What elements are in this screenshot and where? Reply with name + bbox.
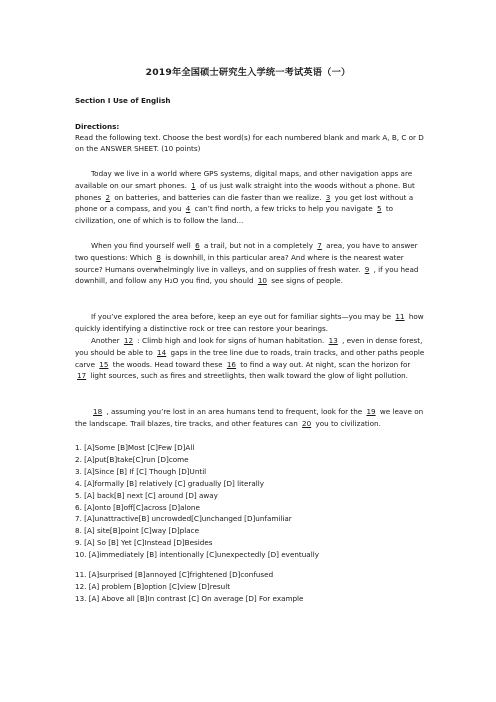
blank-number: 15 [99,359,109,369]
passage-text: Today we live in a world where GPS systems, digital maps, and other navigation apps are available on our smart phones. [75,169,413,190]
option-line-5: 5. [A] back[B] next [C] around [D] away [75,490,218,500]
passage-text: When you find yourself well [91,241,194,250]
passage-text: to civilization, one of which is to follow the land... [75,204,394,226]
blank-number: 8 [156,252,161,262]
passage-text: you get lost without a phone or a compass, and you [75,192,414,214]
passage-text: of us just walk straight into the woods without a phone. But phones [75,180,415,202]
option-line-7: 7. [A]unattractive[B] uncrowded[C]unchanged [D]unfamiliar [75,514,292,524]
option-line-8: 8. [A] site[B]point [C]way [D]place [75,526,200,536]
exam-title: 2019年全国硕士研究生入学统一考试英语（一） [145,67,351,78]
passage-text: see signs of people. [268,276,343,286]
passage-text: , even in dense forest, you should be able to [75,336,423,357]
option-line-2: 2. [A]put[B]take[C]run [D]come [75,454,189,464]
blank-number: 16 [226,359,237,369]
option-line-1: 1. [A]Some [B]Most [C]Few [D]All [75,443,195,452]
blank-number: 20 [302,418,312,428]
passage-text: we leave on the landscape. Trail blazes, tire tracks, and other features can [75,407,424,428]
passage-text: , assuming you’re lost in an area humans tend to frequent, look for the [104,407,365,416]
spacer [75,561,425,569]
passage-paragraph-2 [75,240,425,287]
blank-number: 11 [395,312,405,321]
option-line-11: 11. [A]surprised [B]annoyed [C]frightened [D]confused [75,570,274,580]
passage-text: you to civilization. [313,418,381,428]
blank-number: 12 [123,336,134,345]
blank-number: 4 [185,204,191,214]
answer-options-list [75,442,425,605]
blank-number: 19 [366,407,376,416]
directions-text: Read the following text. Choose the best word(s) for each numbered blank and mark A, B, C or D on the ANSWER SHEET. (10 points) [75,133,424,153]
passage-paragraph-3 [75,311,425,335]
passage-text: can’t find north, a few tricks to help you navigate [192,204,375,214]
blank-number: 18 [93,407,103,416]
blank-number: 14 [157,347,167,357]
blank-number: 7 [317,241,322,250]
passage-text: area, you have to answer two questions: Which [75,241,418,262]
passage-text: light sources, such as fires and streetlights, then walk toward the glow of light pollution. [88,371,408,381]
option-line-3: 3. [A]Since [B] If [C] Though [D]Until [75,466,207,476]
passage-text: a trail, but not in a completely [201,241,316,250]
passage-text: the woods. Head toward these [110,359,225,369]
blank-number: 13 [328,336,338,345]
passage-paragraph-5 [75,406,425,430]
section-heading: Section Ⅰ Use of English [75,96,171,105]
blank-number: 3 [325,192,331,202]
directions-heading: Directions: [75,122,120,131]
passage-text: to find a way out. At night, scan the horizon for [238,359,411,369]
passage-text: gaps in the tree line due to roads, train tracks, and other paths people carve [75,347,425,369]
blank-number: 6 [195,241,200,250]
passage-paragraph-1 [75,168,425,227]
option-line-12: 12. [A] problem [B]option [C]view [D]result [75,581,231,591]
option-line-4: 4. [A]formally [B] relatively [C] gradually [D] literally [75,478,264,488]
blank-number: 10 [257,276,267,286]
passage-text: Another [91,336,122,345]
option-line-6: 6. [A]onto [B]off[C]across [D]alone [75,502,200,512]
passage-text: If you’ve explored the area before, keep an eye out for familiar sights—you may be [91,312,394,321]
blank-number: 5 [376,204,382,214]
option-line-10: 10. [A]immediately [B] intentionally [C]unexpectedly [D] eventually [75,550,319,560]
passage-text: on batteries, and batteries can die faster than we realize. [112,192,324,202]
blank-number: 1 [191,180,196,190]
option-line-9: 9. [A] So [B] Yet [C]Instead [D]Besides [75,538,213,548]
passage-text: : Climb high and look for signs of human habitation. [135,336,327,345]
passage-text: , if you head downhill, and follow any H₂O you find, you should [75,264,419,286]
passage-paragraph-4 [75,335,425,382]
passage-text: is downhill, in this particular area? And where is the nearest water source? Humans overwhelmingly live in valleys, and on supplies of fresh water. [75,252,404,274]
passage-text: how quickly identifying a distinctive rock or tree can restore your bearings. [75,312,424,333]
blank-number: 2 [105,192,111,202]
blank-number: 17 [77,371,87,381]
option-line-13: 13. [A] Above all [B]In contrast [C] On average [D] For example [75,593,304,603]
blank-number: 9 [364,264,370,274]
